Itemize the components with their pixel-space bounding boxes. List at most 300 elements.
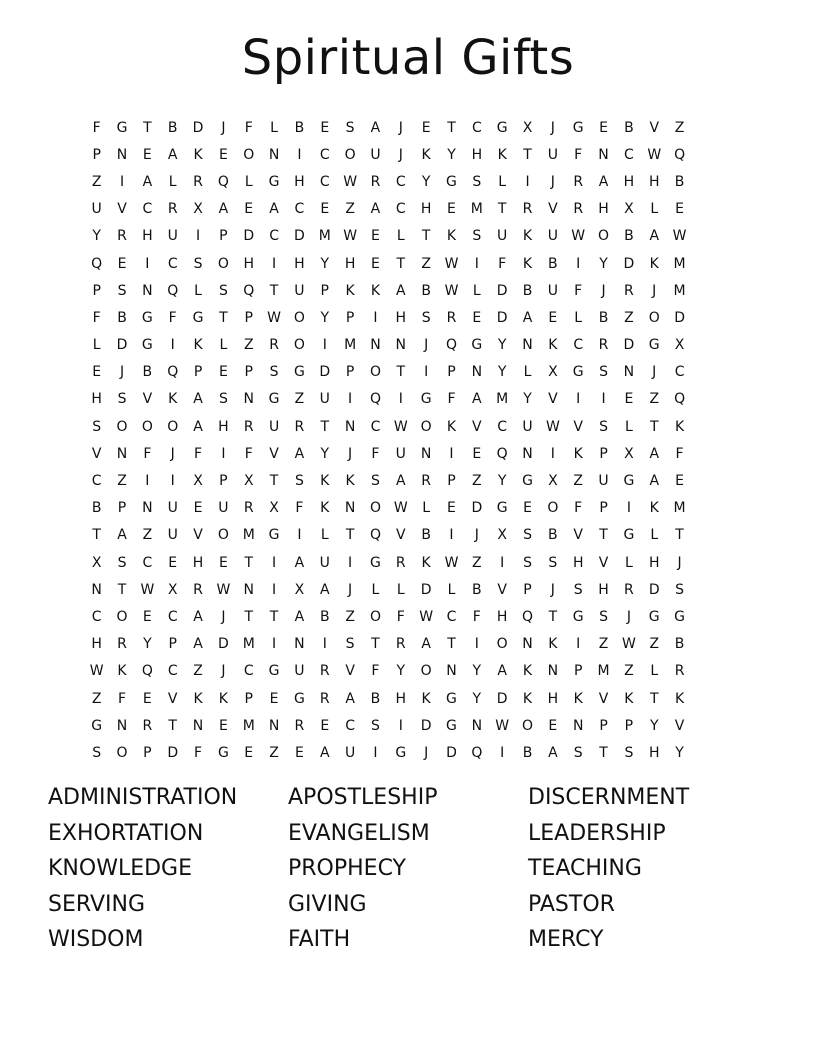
grid-letter: K [573, 445, 583, 462]
grid-letter: N [547, 663, 559, 680]
grid-letter: Q [674, 391, 686, 408]
grid-letter: A [649, 473, 660, 490]
grid-letter: D [496, 690, 508, 707]
grid-letter: K [497, 146, 507, 163]
grid-letter: G [293, 364, 305, 381]
grid-letter: G [268, 663, 280, 680]
grid-letter: Y [143, 636, 152, 653]
grid-letter: K [168, 391, 178, 408]
grid-letter: R [421, 473, 431, 490]
grid-letter: G [91, 717, 103, 734]
grid-letter: I [297, 527, 302, 544]
grid-letter: I [576, 255, 581, 272]
grid-letter: L [194, 282, 202, 299]
grid-letter: S [599, 608, 608, 625]
grid-letter: I [373, 309, 378, 326]
grid-letter: B [294, 119, 305, 136]
grid-letter: X [167, 581, 178, 598]
grid-letter: G [496, 500, 508, 517]
word-list-item: APOSTLESHIP [288, 785, 438, 810]
grid-letter: O [420, 663, 432, 680]
grid-letter: D [623, 337, 635, 354]
grid-letter: K [421, 554, 431, 571]
grid-letter: D [496, 282, 508, 299]
grid-letter: G [268, 527, 280, 544]
grid-letter: N [344, 500, 356, 517]
grid-letter: H [294, 173, 305, 190]
grid-letter: I [297, 146, 302, 163]
grid-letter: P [92, 146, 101, 163]
grid-letter: S [269, 364, 279, 381]
grid-row [84, 549, 692, 576]
grid-letter: F [117, 690, 127, 707]
grid-letter: I [272, 636, 277, 653]
grid-letter: Q [496, 445, 508, 462]
grid-letter: P [599, 445, 608, 462]
grid-row [84, 332, 692, 359]
grid-letter: X [624, 201, 634, 218]
word-list-item: SERVING [48, 891, 145, 917]
grid-letter: L [270, 119, 278, 136]
page-title: Spiritual Gifts [241, 30, 575, 86]
grid-letter: E [218, 554, 228, 571]
grid-letter: G [192, 309, 204, 326]
grid-row [84, 250, 692, 277]
grid-letter: F [675, 445, 684, 462]
grid-letter: E [320, 119, 330, 136]
grid-letter: A [193, 608, 203, 625]
grid-letter: I [474, 255, 479, 272]
grid-letter: E [421, 119, 431, 136]
grid-letter: S [294, 473, 304, 490]
grid-letter: K [117, 663, 127, 680]
grid-letter: A [218, 201, 229, 218]
grid-letter: V [193, 527, 203, 544]
grid-letter: Y [92, 228, 101, 245]
grid-letter: W [545, 418, 560, 435]
grid-letter: R [243, 418, 254, 435]
grid-letter: L [523, 364, 532, 381]
grid-letter: X [269, 500, 279, 517]
grid-letter: F [574, 500, 583, 517]
grid-letter: V [117, 201, 127, 218]
grid-letter: S [117, 282, 127, 299]
grid-letter: I [601, 391, 606, 408]
grid-letter: C [294, 201, 305, 218]
grid-letter: I [145, 255, 150, 272]
grid-letter: P [624, 717, 634, 734]
grid-letter: U [218, 500, 229, 517]
grid-letter: P [219, 228, 228, 245]
grid-letter: K [193, 690, 203, 707]
grid-letter: T [649, 418, 659, 435]
grid-letter: Z [649, 636, 660, 653]
grid-letter: R [142, 717, 153, 734]
grid-row [84, 495, 692, 522]
grid-letter: R [624, 282, 634, 299]
grid-letter: R [573, 173, 584, 190]
grid-letter: S [193, 255, 203, 272]
grid-letter: G [395, 744, 407, 761]
grid-letter: Z [598, 636, 609, 653]
word-list-item: ADMINISTRATION [48, 785, 238, 810]
grid-row [84, 413, 692, 440]
grid-letter: N [395, 337, 407, 354]
grid-letter: E [117, 255, 127, 272]
grid-letter: W [343, 173, 358, 190]
grid-letter: L [574, 309, 583, 326]
grid-letter: O [522, 717, 534, 734]
grid-letter: Q [167, 364, 179, 381]
grid-letter: F [143, 445, 152, 462]
grid-letter: B [548, 527, 558, 544]
grid-letter: J [221, 663, 226, 680]
grid-letter: G [471, 337, 483, 354]
grid-letter: A [548, 744, 558, 761]
grid-letter: H [623, 173, 635, 190]
grid-row [84, 196, 692, 223]
grid-letter: S [371, 717, 380, 734]
grid-letter: J [474, 527, 479, 544]
grid-letter: J [626, 608, 631, 625]
grid-letter: D [420, 717, 432, 734]
grid-letter: K [320, 500, 330, 517]
grid-letter: B [624, 228, 634, 245]
grid-letter: O [598, 228, 610, 245]
grid-letter: K [320, 473, 330, 490]
grid-letter: G [420, 391, 432, 408]
grid-letter: I [449, 527, 454, 544]
grid-letter: U [547, 282, 558, 299]
word-list [48, 780, 768, 958]
grid-letter: A [193, 391, 203, 408]
grid-letter: S [675, 581, 685, 598]
grid-letter: K [674, 418, 685, 435]
grid-letter: C [497, 418, 508, 435]
grid-letter: R [294, 717, 305, 734]
grid-letter: I [449, 445, 454, 462]
grid-letter: H [496, 608, 508, 625]
grid-letter: Y [421, 173, 431, 190]
grid-letter: C [446, 608, 457, 625]
grid-letter: T [421, 228, 431, 245]
grid-letter: E [142, 608, 152, 625]
grid-letter: H [648, 744, 660, 761]
grid-letter: K [522, 255, 533, 272]
grid-letter: Q [369, 391, 381, 408]
grid-letter: X [624, 445, 634, 462]
grid-letter: T [143, 119, 152, 136]
grid-letter: H [91, 636, 102, 653]
grid-letter: K [522, 690, 533, 707]
grid-row [84, 114, 692, 141]
grid-letter: T [219, 309, 228, 326]
grid-letter: Y [497, 364, 507, 381]
grid-letter: I [322, 337, 327, 354]
grid-letter: W [89, 663, 104, 680]
grid-letter: B [522, 282, 533, 299]
grid-letter: J [348, 581, 353, 598]
grid-letter: M [344, 337, 357, 354]
grid-letter: Q [243, 282, 255, 299]
grid-letter: V [598, 690, 609, 707]
grid-letter: R [598, 337, 609, 354]
grid-letter: C [243, 663, 254, 680]
grid-letter: N [243, 581, 254, 598]
grid-letter: B [319, 608, 330, 625]
grid-row [84, 141, 692, 168]
grid-letter: T [371, 636, 380, 653]
grid-letter: E [244, 744, 254, 761]
grid-letter: O [243, 146, 255, 163]
grid-letter: A [370, 201, 381, 218]
grid-letter: L [624, 554, 633, 571]
grid-letter: H [243, 255, 254, 272]
grid-letter: E [599, 119, 608, 136]
grid-letter: N [522, 337, 533, 354]
grid-letter: I [221, 445, 226, 462]
grid-letter: E [675, 473, 684, 490]
grid-letter: Z [243, 337, 254, 354]
grid-letter: A [421, 636, 431, 653]
grid-letter: P [447, 364, 456, 381]
grid-letter: S [117, 554, 127, 571]
grid-letter: P [599, 717, 608, 734]
grid-letter: Z [624, 309, 634, 326]
grid-letter: K [193, 337, 203, 354]
grid-letter: D [496, 309, 508, 326]
grid-letter: K [218, 690, 228, 707]
grid-letter: F [244, 119, 253, 136]
grid-letter: E [193, 500, 203, 517]
grid-letter: H [598, 581, 609, 598]
grid-letter: E [142, 146, 152, 163]
grid-letter: S [345, 119, 355, 136]
grid-letter: K [370, 282, 381, 299]
grid-letter: W [672, 228, 687, 245]
grid-letter: G [446, 717, 457, 734]
grid-letter: Z [142, 527, 153, 544]
grid-letter: A [117, 527, 127, 544]
grid-letter: N [471, 717, 483, 734]
grid-letter: O [217, 255, 229, 272]
grid-letter: T [447, 119, 456, 136]
grid-letter: C [269, 228, 279, 245]
grid-letter: V [649, 119, 660, 136]
grid-letter: E [472, 309, 482, 326]
grid-letter: X [91, 554, 102, 571]
grid-letter: C [471, 119, 482, 136]
word-list-item: FAITH [288, 927, 351, 953]
grid-letter: J [550, 173, 555, 190]
grid-letter: L [498, 173, 507, 190]
grid-letter: Z [421, 255, 431, 272]
grid-letter: S [345, 636, 355, 653]
grid-letter: J [398, 146, 403, 163]
grid-letter: F [447, 391, 456, 408]
grid-letter: I [500, 744, 505, 761]
grid-letter: N [142, 282, 153, 299]
grid-letter: E [218, 146, 228, 163]
grid-letter: D [623, 255, 635, 272]
grid-letter: N [192, 717, 204, 734]
grid-letter: L [396, 228, 405, 245]
grid-letter: C [395, 201, 406, 218]
grid-letter: L [650, 527, 659, 544]
grid-letter: O [369, 500, 381, 517]
grid-letter: H [648, 173, 660, 190]
grid-letter: U [167, 527, 178, 544]
grid-letter: K [649, 500, 659, 517]
grid-letter: A [294, 608, 305, 625]
grid-letter: O [420, 418, 432, 435]
grid-letter: E [320, 201, 330, 218]
grid-letter: L [447, 581, 456, 598]
grid-letter: E [548, 717, 558, 734]
grid-letter: V [396, 527, 406, 544]
grid-row [84, 304, 692, 331]
grid-letter: E [320, 717, 330, 734]
grid-letter: S [92, 418, 102, 435]
grid-letter: W [621, 636, 636, 653]
grid-letter: E [447, 500, 456, 517]
grid-letter: L [472, 282, 481, 299]
grid-letter: A [396, 473, 406, 490]
grid-letter: Y [497, 337, 507, 354]
grid-letter: D [446, 744, 457, 761]
grid-letter: N [344, 418, 356, 435]
grid-letter: G [572, 608, 584, 625]
grid-letter: Y [497, 473, 507, 490]
grid-letter: I [195, 228, 201, 245]
grid-letter: K [446, 228, 457, 245]
grid-letter: Y [599, 255, 608, 272]
grid-letter: J [550, 119, 555, 136]
grid-letter: C [167, 663, 178, 680]
grid-letter: H [344, 255, 356, 272]
grid-letter: U [167, 228, 178, 245]
grid-letter: W [444, 554, 459, 571]
grid-letter: K [548, 337, 558, 354]
grid-letter: R [319, 690, 330, 707]
grid-letter: C [167, 608, 178, 625]
grid-letter: T [244, 554, 254, 571]
grid-letter: H [142, 228, 153, 245]
grid-letter: I [348, 554, 353, 571]
grid-letter: Z [649, 391, 660, 408]
grid-letter: O [217, 527, 229, 544]
grid-letter: H [91, 391, 102, 408]
grid-letter: G [674, 608, 685, 625]
grid-letter: K [522, 228, 533, 245]
grid-letter: G [648, 608, 660, 625]
grid-letter: B [624, 119, 634, 136]
grid-letter: L [371, 581, 380, 598]
grid-letter: Z [345, 201, 355, 218]
grid-letter: Z [624, 663, 634, 680]
grid-letter: R [269, 337, 279, 354]
grid-letter: O [369, 608, 381, 625]
grid-letter: W [647, 146, 662, 163]
grid-letter: B [370, 690, 381, 707]
grid-letter: V [573, 527, 583, 544]
grid-letter: X [243, 473, 254, 490]
grid-letter: A [345, 690, 355, 707]
grid-letter: W [140, 581, 155, 598]
grid-letter: O [344, 146, 356, 163]
grid-letter: R [624, 581, 634, 598]
grid-letter: K [345, 473, 355, 490]
grid-letter: O [116, 608, 128, 625]
grid-letter: F [194, 744, 203, 761]
grid-letter: I [576, 636, 581, 653]
grid-letter: C [319, 173, 330, 190]
grid-letter: V [472, 418, 482, 435]
grid-letter: Z [117, 473, 127, 490]
grid-letter: F [371, 445, 380, 462]
grid-letter: F [498, 255, 507, 272]
grid-letter: K [522, 663, 533, 680]
grid-letter: C [319, 146, 330, 163]
grid-letter: B [598, 309, 609, 326]
grid-letter: L [624, 418, 633, 435]
grid-letter: C [624, 146, 634, 163]
grid-letter: L [422, 500, 431, 517]
grid-letter: K [548, 636, 558, 653]
grid-letter: W [419, 608, 434, 625]
grid-letter: P [573, 663, 583, 680]
grid-letter: R [193, 581, 203, 598]
grid-letter: B [142, 364, 153, 381]
grid-letter: O [496, 636, 508, 653]
grid-letter: F [92, 119, 101, 136]
grid-letter: D [192, 119, 204, 136]
grid-letter: V [548, 391, 558, 408]
letter-grid [84, 114, 692, 767]
grid-letter: D [218, 636, 229, 653]
grid-letter: S [573, 744, 583, 761]
grid-letter: Z [91, 690, 102, 707]
grid-letter: N [446, 663, 457, 680]
grid-letter: T [599, 527, 608, 544]
grid-letter: A [269, 201, 279, 218]
grid-letter: F [168, 309, 177, 326]
grid-letter: G [572, 119, 584, 136]
word-list-item: MERCY [528, 927, 604, 953]
grid-letter: D [243, 228, 255, 245]
grid-letter: T [345, 527, 355, 544]
grid-letter: U [598, 473, 609, 490]
word-list-item: DISCERNMENT [528, 785, 690, 810]
grid-letter: S [472, 173, 482, 190]
grid-letter: G [116, 119, 128, 136]
grid-letter: I [322, 636, 327, 653]
grid-letter: S [421, 309, 431, 326]
grid-letter: K [649, 255, 659, 272]
grid-letter: C [674, 364, 685, 381]
grid-letter: B [674, 173, 685, 190]
grid-letter: N [572, 717, 584, 734]
grid-letter: U [91, 201, 102, 218]
grid-letter: P [143, 744, 152, 761]
grid-letter: T [599, 744, 608, 761]
grid-letter: U [522, 418, 533, 435]
grid-letter: Z [674, 119, 685, 136]
grid-letter: N [268, 146, 280, 163]
grid-letter: G [446, 690, 457, 707]
grid-letter: T [92, 527, 101, 544]
grid-letter: P [345, 364, 355, 381]
